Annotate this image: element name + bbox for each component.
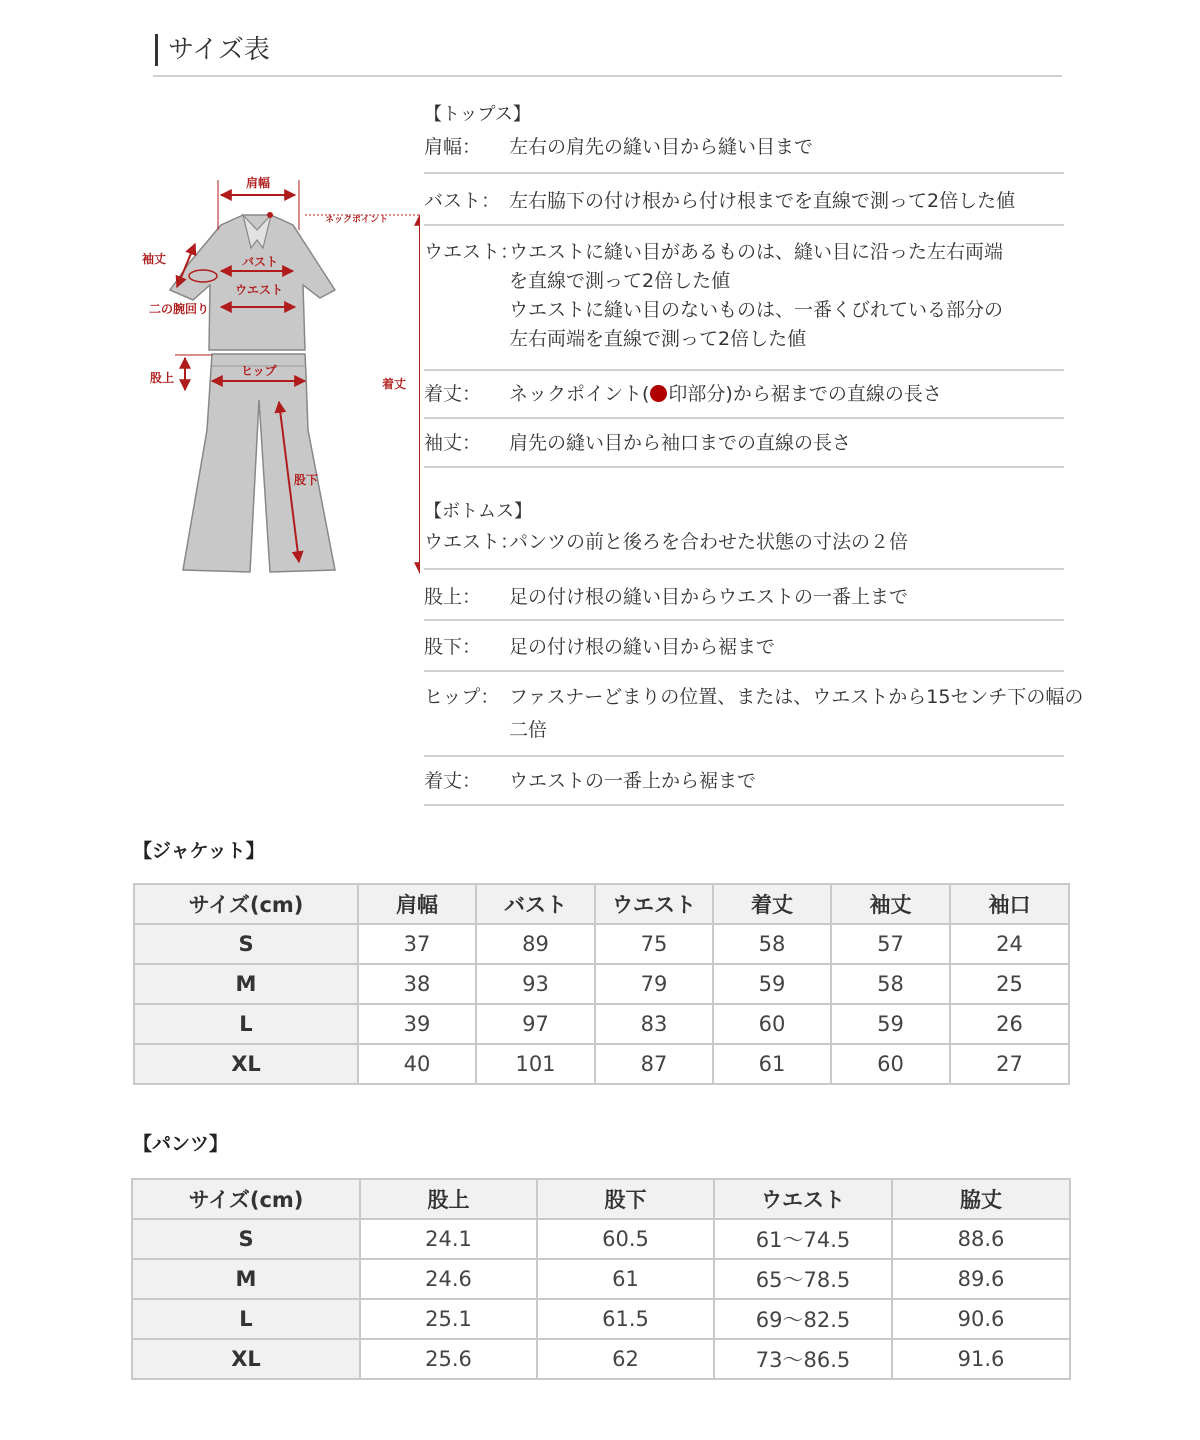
def-term: ヒップ： xyxy=(424,686,500,708)
table-cell: 89 xyxy=(476,924,595,964)
def-term: 股上： xyxy=(424,586,482,608)
label-rise: 股上 xyxy=(150,371,175,385)
label-inseam: 股下 xyxy=(294,473,319,487)
table-row xyxy=(134,1004,1069,1044)
size-cell: S xyxy=(134,924,358,964)
table-header-row xyxy=(134,884,1069,924)
def-desc: 肩先の縫い目から袖口までの直線の長さ xyxy=(509,432,852,454)
table-cell: 25.1 xyxy=(360,1299,537,1339)
table-cell: 24.6 xyxy=(360,1259,537,1299)
def-row-tops-shoulder xyxy=(424,130,1064,174)
column-header: 袖丈 xyxy=(831,884,950,924)
def-term: バスト： xyxy=(424,190,501,212)
table-cell: 24 xyxy=(950,924,1069,964)
pants-size-table xyxy=(131,1178,1071,1380)
table-cell: 25.6 xyxy=(360,1339,537,1379)
table-cell: 59 xyxy=(831,1004,950,1044)
table-cell: 69〜82.5 xyxy=(714,1299,892,1339)
column-header: サイズ(cm) xyxy=(132,1179,360,1219)
table-cell: 61.5 xyxy=(537,1299,714,1339)
column-header: 股上 xyxy=(360,1179,537,1219)
def-desc: ウエストの一番上から裾まで xyxy=(509,770,757,792)
label-shoulder: 肩幅 xyxy=(246,176,271,190)
size-cell: M xyxy=(132,1259,360,1299)
tops-heading: 【トップス】 xyxy=(424,104,531,125)
table-cell: 25 xyxy=(950,964,1069,1004)
label-waist: ウエスト xyxy=(235,283,284,297)
table-row xyxy=(132,1299,1070,1339)
table-cell: 61 xyxy=(713,1044,831,1084)
size-cell: M xyxy=(134,964,358,1004)
table-row xyxy=(132,1219,1070,1259)
label-upper-arm: 二の腕回り xyxy=(149,302,210,316)
column-header: 肩幅 xyxy=(358,884,476,924)
table-cell: 62 xyxy=(537,1339,714,1379)
def-desc: パンツの前と後ろを合わせた状態の寸法の２倍 xyxy=(509,531,909,553)
table-cell: 87 xyxy=(595,1044,713,1084)
size-cell: L xyxy=(134,1004,358,1044)
table-cell: 97 xyxy=(476,1004,595,1044)
table-cell: 58 xyxy=(713,924,831,964)
neck-point-dot xyxy=(650,385,667,402)
table-cell: 60 xyxy=(831,1044,950,1084)
def-desc: 足の付け根の縫い目からウエストの一番上まで xyxy=(509,586,909,608)
def-desc: ネックポイント( 印部分)から裾までの直線の長さ xyxy=(509,383,942,405)
table-cell: 89.6 xyxy=(892,1259,1070,1299)
neck-point-marker xyxy=(267,212,273,218)
def-row-tops-waist xyxy=(424,226,1064,371)
def-term: 着丈： xyxy=(424,383,482,405)
def-term: 着丈： xyxy=(424,770,482,792)
label-hip: ヒップ xyxy=(241,364,277,378)
def-row-bottoms-length xyxy=(424,757,1064,806)
def-desc: 左右脇下の付け根から付け根までを直線で測って2倍した値 xyxy=(509,190,1016,212)
table-cell: 90.6 xyxy=(892,1299,1070,1339)
table-cell: 38 xyxy=(358,964,476,1004)
table-cell: 61〜74.5 xyxy=(714,1219,892,1259)
table-cell: 37 xyxy=(358,924,476,964)
table-cell: 75 xyxy=(595,924,713,964)
def-desc: 足の付け根の縫い目から裾まで xyxy=(509,636,776,658)
table-cell: 61 xyxy=(537,1259,714,1299)
label-length: 着丈 xyxy=(382,377,407,391)
column-header: 着丈 xyxy=(713,884,831,924)
size-cell: S xyxy=(132,1219,360,1259)
table-cell: 79 xyxy=(595,964,713,1004)
def-term: ウエスト： xyxy=(424,241,520,263)
def-desc: 左右の肩先の縫い目から縫い目まで xyxy=(509,136,814,158)
column-header: 袖口 xyxy=(950,884,1069,924)
column-header: 股下 xyxy=(537,1179,714,1219)
def-row-bottoms-waist xyxy=(424,527,1064,570)
def-desc: ファスナーどまりの位置、または、ウエストから15センチ下の幅の 二倍 xyxy=(509,686,1084,741)
label-neck-point: ネックポイント xyxy=(325,215,389,225)
jacket-table-title: 【ジャケット】 xyxy=(133,840,265,862)
def-row-bottoms-rise xyxy=(424,570,1064,621)
table-cell: 91.6 xyxy=(892,1339,1070,1379)
jacket-size-table xyxy=(133,883,1070,1085)
page-title: サイズ表 xyxy=(155,34,270,66)
table-cell: 101 xyxy=(476,1044,595,1084)
measurement-diagram xyxy=(135,170,420,585)
label-bust: バスト xyxy=(242,255,279,269)
column-header: サイズ(cm) xyxy=(134,884,358,924)
column-header: 脇丈 xyxy=(892,1179,1070,1219)
table-cell: 59 xyxy=(713,964,831,1004)
table-cell: 65〜78.5 xyxy=(714,1259,892,1299)
label-sleeve: 袖丈 xyxy=(142,252,167,266)
trousers-shape xyxy=(183,354,335,572)
def-row-tops-bust xyxy=(424,174,1064,226)
table-cell: 57 xyxy=(831,924,950,964)
def-term: 股下： xyxy=(424,636,482,658)
pants-table-title: 【パンツ】 xyxy=(133,1133,229,1155)
table-header-row xyxy=(132,1179,1070,1219)
size-cell: L xyxy=(132,1299,360,1339)
table-row xyxy=(134,1044,1069,1084)
def-term: ウエスト： xyxy=(424,531,520,553)
def-term: 肩幅： xyxy=(424,136,482,158)
bottoms-heading: 【ボトムス】 xyxy=(424,501,532,522)
column-header: ウエスト xyxy=(595,884,713,924)
table-cell: 27 xyxy=(950,1044,1069,1084)
column-header: バスト xyxy=(476,884,595,924)
table-cell: 39 xyxy=(358,1004,476,1044)
table-row xyxy=(134,964,1069,1004)
table-cell: 73〜86.5 xyxy=(714,1339,892,1379)
size-cell: XL xyxy=(132,1339,360,1379)
def-row-tops-sleeve xyxy=(424,419,1064,468)
table-row xyxy=(132,1259,1070,1299)
table-cell: 88.6 xyxy=(892,1219,1070,1259)
table-cell: 58 xyxy=(831,964,950,1004)
title-divider xyxy=(153,75,1062,77)
def-row-tops-length xyxy=(424,371,1064,419)
def-row-bottoms-inseam xyxy=(424,621,1064,672)
table-cell: 40 xyxy=(358,1044,476,1084)
def-desc: ウエストに縫い目があるものは、縫い目に沿った左右両端 を直線で測って2倍した値 ウエストに縫い目のないものは、一番くびれている部分の 左右両端を直線で測って2倍した値 xyxy=(509,241,1004,350)
def-row-bottoms-hip xyxy=(424,672,1084,757)
table-cell: 24.1 xyxy=(360,1219,537,1259)
column-header: ウエスト xyxy=(714,1179,892,1219)
measurement-definitions xyxy=(424,100,1084,806)
table-row xyxy=(132,1339,1070,1379)
def-term: 袖丈： xyxy=(424,432,482,454)
table-cell: 26 xyxy=(950,1004,1069,1044)
table-cell: 60 xyxy=(713,1004,831,1044)
table-row xyxy=(134,924,1069,964)
table-cell: 60.5 xyxy=(537,1219,714,1259)
size-cell: XL xyxy=(134,1044,358,1084)
table-cell: 83 xyxy=(595,1004,713,1044)
table-cell: 93 xyxy=(476,964,595,1004)
